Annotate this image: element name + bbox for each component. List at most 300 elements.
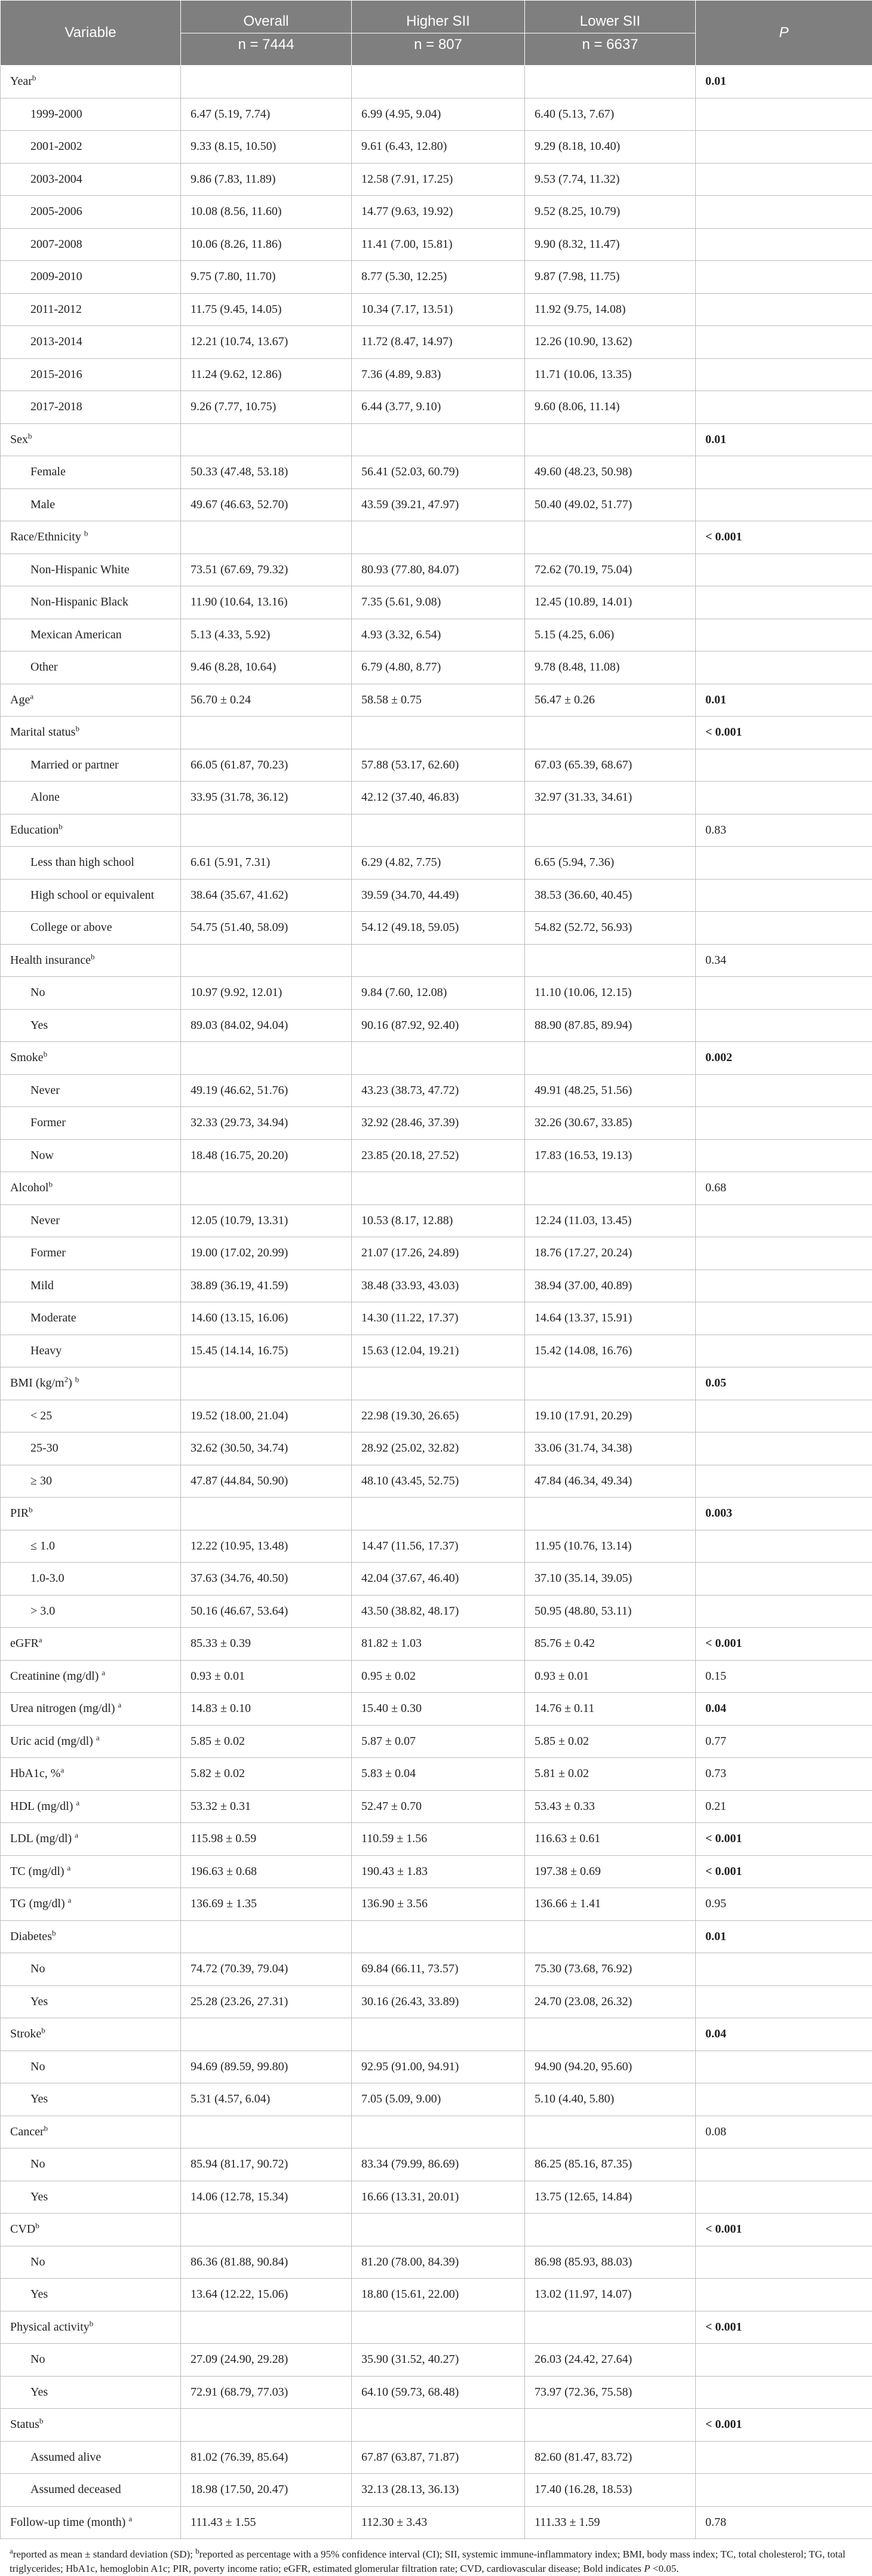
row-label	[1, 1465, 181, 1498]
cell-p-value: < 0.001	[696, 1855, 872, 1888]
table-row	[1, 1107, 872, 1140]
cell-lower-sii	[525, 521, 696, 554]
row-label-exponent: 2	[65, 1375, 69, 1384]
cell-overall: 10.06 (8.26, 11.86)	[181, 228, 352, 261]
table-row	[1, 2409, 872, 2442]
row-label-text: Stroke	[10, 2027, 41, 2040]
cell-lower-sii: 11.92 (9.75, 14.08)	[525, 293, 696, 326]
table-row	[1, 977, 872, 1010]
cell-p-value	[696, 228, 872, 261]
cell-p-value	[696, 1107, 872, 1140]
table-row	[1, 1530, 872, 1563]
row-label	[1, 651, 181, 684]
row-label	[1, 1530, 181, 1563]
cell-overall: 9.26 (7.77, 10.75)	[181, 391, 352, 424]
cell-p-value	[696, 1302, 872, 1335]
table-row	[1, 1953, 872, 1986]
row-label	[1, 1498, 181, 1530]
cell-higher-sii: 48.10 (43.45, 52.75)	[352, 1465, 525, 1498]
row-label-text: Female	[30, 465, 66, 478]
cell-p-value	[696, 391, 872, 424]
row-label	[1, 684, 181, 717]
cell-lower-sii: 82.60 (81.47, 83.72)	[525, 2441, 696, 2474]
cell-p-value	[696, 488, 872, 521]
cell-overall	[181, 814, 352, 847]
row-label-text: LDL (mg/dl)	[10, 1832, 75, 1845]
header-lower-sii	[525, 1, 696, 66]
cell-higher-sii: 7.05 (5.09, 9.00)	[352, 2083, 525, 2116]
row-label-tail: )	[68, 1376, 75, 1390]
cell-higher-sii	[352, 1498, 525, 1530]
cell-lower-sii: 13.02 (11.97, 14.07)	[525, 2279, 696, 2311]
cell-overall: 9.46 (8.28, 10.64)	[181, 651, 352, 684]
row-label-text: 2007-2008	[30, 238, 82, 251]
table-row	[1, 782, 872, 814]
cell-overall: 111.43 ± 1.55	[181, 2506, 352, 2539]
table-row	[1, 847, 872, 880]
cell-higher-sii: 15.40 ± 0.30	[352, 1693, 525, 1726]
cell-lower-sii: 49.91 (48.25, 51.56)	[525, 1074, 696, 1107]
cell-lower-sii	[525, 2409, 696, 2442]
row-label-text: Health insurance	[10, 954, 91, 967]
cell-lower-sii: 32.26 (30.67, 33.85)	[525, 1107, 696, 1140]
cell-overall: 27.09 (24.90, 29.28)	[181, 2344, 352, 2377]
table-row	[1, 1139, 872, 1172]
row-label	[1, 2279, 181, 2311]
cell-lower-sii: 5.81 ± 0.02	[525, 1758, 696, 1791]
table-row	[1, 1985, 872, 2018]
cell-higher-sii: 10.34 (7.17, 13.51)	[352, 293, 525, 326]
row-label	[1, 1823, 181, 1856]
cell-lower-sii	[525, 423, 696, 456]
cell-overall: 56.70 ± 0.24	[181, 684, 352, 717]
row-label-footnote-marker: b	[75, 724, 79, 733]
cell-higher-sii	[352, 1367, 525, 1400]
cell-overall: 5.31 (4.57, 6.04)	[181, 2083, 352, 2116]
cell-lower-sii: 33.06 (31.74, 34.38)	[525, 1433, 696, 1465]
row-label	[1, 879, 181, 912]
row-label	[1, 2214, 181, 2246]
table-row	[1, 326, 872, 359]
row-label	[1, 717, 181, 749]
cell-higher-sii: 67.87 (63.87, 71.87)	[352, 2441, 525, 2474]
cell-higher-sii: 38.48 (33.93, 43.03)	[352, 1269, 525, 1302]
row-label-footnote-marker: b	[52, 1928, 56, 1937]
cell-lower-sii	[525, 1498, 696, 1530]
cell-p-value	[696, 1563, 872, 1596]
cell-overall: 94.69 (89.59, 99.80)	[181, 2051, 352, 2083]
table-row	[1, 2441, 872, 2474]
header-variable: Variable	[1, 1, 181, 66]
row-label-text: Heavy	[30, 1344, 62, 1357]
cell-higher-sii: 32.13 (28.13, 36.13)	[352, 2474, 525, 2507]
header-overall-n: n = 7444	[181, 33, 351, 56]
table-row	[1, 554, 872, 586]
cell-lower-sii: 11.71 (10.06, 13.35)	[525, 358, 696, 391]
row-label	[1, 2376, 181, 2409]
cell-lower-sii: 9.87 (7.98, 11.75)	[525, 261, 696, 294]
cell-overall	[181, 521, 352, 554]
row-label-footnote-marker: a	[30, 691, 33, 700]
cell-lower-sii	[525, 944, 696, 977]
cell-p-value	[696, 2148, 872, 2181]
cell-p-value: 0.04	[696, 1693, 872, 1726]
header-overall	[181, 1, 352, 66]
cell-lower-sii: 47.84 (46.34, 49.34)	[525, 1465, 696, 1498]
cell-overall	[181, 944, 352, 977]
cell-p-value	[696, 1139, 872, 1172]
cell-p-value: < 0.001	[696, 1823, 872, 1856]
row-label-text: < 25	[30, 1409, 52, 1422]
cell-higher-sii: 22.98 (19.30, 26.65)	[352, 1400, 525, 1433]
cell-lower-sii: 53.43 ± 0.33	[525, 1790, 696, 1823]
table-row	[1, 1204, 872, 1237]
cell-lower-sii: 17.83 (16.53, 19.13)	[525, 1139, 696, 1172]
row-label-text: No	[30, 2353, 45, 2366]
table-body	[1, 66, 872, 2539]
cell-p-value: < 0.001	[696, 2311, 872, 2344]
cell-p-value	[696, 196, 872, 229]
row-label	[1, 1888, 181, 1921]
table-row	[1, 98, 872, 131]
row-label-text: 2011-2012	[30, 303, 82, 316]
cell-higher-sii: 8.77 (5.30, 12.25)	[352, 261, 525, 294]
cell-lower-sii: 24.70 (23.08, 26.32)	[525, 1985, 696, 2018]
cell-overall: 5.85 ± 0.02	[181, 1725, 352, 1758]
cell-p-value: 0.83	[696, 814, 872, 847]
table-row	[1, 1563, 872, 1596]
cell-lower-sii: 14.64 (13.37, 15.91)	[525, 1302, 696, 1335]
cell-overall: 37.63 (34.76, 40.50)	[181, 1563, 352, 1596]
cell-lower-sii: 88.90 (87.85, 89.94)	[525, 1009, 696, 1042]
cell-higher-sii: 136.90 ± 3.56	[352, 1888, 525, 1921]
cell-overall: 50.16 (46.67, 53.64)	[181, 1595, 352, 1628]
table-row	[1, 2018, 872, 2051]
row-label-text: Former	[30, 1246, 66, 1259]
cell-overall: 12.22 (10.95, 13.48)	[181, 1530, 352, 1563]
cell-overall: 18.98 (17.50, 20.47)	[181, 2474, 352, 2507]
cell-overall: 13.64 (12.22, 15.06)	[181, 2279, 352, 2311]
cell-p-value: 0.01	[696, 66, 872, 99]
cell-higher-sii: 14.77 (9.63, 19.92)	[352, 196, 525, 229]
row-label-text: Other	[30, 660, 58, 674]
row-label-footnote-marker: b	[75, 1375, 79, 1384]
row-label-text: 2003-2004	[30, 173, 82, 186]
cell-p-value: 0.15	[696, 1660, 872, 1693]
row-label	[1, 2409, 181, 2442]
cell-lower-sii: 12.24 (11.03, 13.45)	[525, 1204, 696, 1237]
row-label-text: 2013-2014	[30, 335, 82, 348]
row-label-footnote-marker: b	[48, 1180, 53, 1189]
table-row	[1, 1498, 872, 1530]
table-row	[1, 1790, 872, 1823]
cell-overall: 50.33 (47.48, 53.18)	[181, 456, 352, 489]
cell-p-value	[696, 1009, 872, 1042]
row-label-text: High school or equivalent	[30, 889, 154, 902]
cell-higher-sii	[352, 944, 525, 977]
row-label-text: Alone	[30, 791, 60, 804]
cell-overall	[181, 2116, 352, 2148]
cell-higher-sii: 42.04 (37.67, 46.40)	[352, 1563, 525, 1596]
row-label	[1, 358, 181, 391]
cell-overall: 89.03 (84.02, 94.04)	[181, 1009, 352, 1042]
cell-p-value	[696, 326, 872, 359]
cell-overall	[181, 1498, 352, 1530]
table-row	[1, 521, 872, 554]
row-label-text: 2017-2018	[30, 400, 82, 413]
row-label	[1, 1920, 181, 1953]
cell-overall: 66.05 (61.87, 70.23)	[181, 749, 352, 782]
row-label	[1, 1693, 181, 1726]
table-row	[1, 391, 872, 424]
row-label-text: Now	[30, 1149, 54, 1162]
cell-higher-sii	[352, 1920, 525, 1953]
cell-p-value	[696, 456, 872, 489]
cell-lower-sii: 136.66 ± 1.41	[525, 1888, 696, 1921]
row-label-footnote-marker: b	[90, 2319, 94, 2328]
row-label-footnote-marker: b	[41, 2026, 45, 2035]
header-lower-sii-n: n = 6637	[525, 33, 695, 56]
cell-higher-sii: 54.12 (49.18, 59.05)	[352, 912, 525, 945]
table-row	[1, 1693, 872, 1726]
cell-overall	[181, 2409, 352, 2442]
cell-higher-sii: 12.58 (7.91, 17.25)	[352, 163, 525, 196]
cell-higher-sii: 4.93 (3.32, 6.54)	[352, 619, 525, 651]
cell-lower-sii: 85.76 ± 0.42	[525, 1628, 696, 1661]
cell-overall: 73.51 (67.69, 79.32)	[181, 554, 352, 586]
row-label	[1, 2344, 181, 2377]
cell-higher-sii: 21.07 (17.26, 24.89)	[352, 1237, 525, 1270]
table-row	[1, 717, 872, 749]
cell-overall: 81.02 (76.39, 85.64)	[181, 2441, 352, 2474]
cell-higher-sii	[352, 814, 525, 847]
row-label-text: Yes	[30, 2386, 48, 2399]
row-label	[1, 2116, 181, 2148]
cell-higher-sii	[352, 2311, 525, 2344]
row-label	[1, 521, 181, 554]
row-label-text: Never	[30, 1214, 60, 1227]
row-label-text: Moderate	[30, 1311, 76, 1324]
cell-overall: 136.69 ± 1.35	[181, 1888, 352, 1921]
row-label-text: Year	[10, 75, 32, 88]
row-label	[1, 1269, 181, 1302]
cell-overall: 18.48 (16.75, 20.20)	[181, 1139, 352, 1172]
row-label-text: Yes	[30, 2288, 48, 2301]
row-label-footnote-marker: a	[68, 1896, 72, 1905]
cell-p-value	[696, 554, 872, 586]
cell-lower-sii: 32.97 (31.33, 34.61)	[525, 782, 696, 814]
cell-lower-sii: 5.15 (4.25, 6.06)	[525, 619, 696, 651]
cell-p-value	[696, 782, 872, 814]
cell-lower-sii: 6.65 (5.94, 7.36)	[525, 847, 696, 880]
cell-overall: 9.86 (7.83, 11.89)	[181, 163, 352, 196]
row-label	[1, 2441, 181, 2474]
table-row	[1, 1920, 872, 1953]
row-label	[1, 2474, 181, 2507]
cell-overall: 47.87 (44.84, 50.90)	[181, 1465, 352, 1498]
cell-overall	[181, 66, 352, 99]
row-label-footnote-marker: a	[96, 1733, 100, 1742]
footnote-p-italic: P	[644, 2563, 650, 2574]
cell-p-value	[696, 131, 872, 164]
cell-p-value	[696, 879, 872, 912]
row-label	[1, 912, 181, 945]
footnote-tail: <0.05.	[650, 2563, 679, 2574]
cell-higher-sii	[352, 1042, 525, 1075]
row-label-text: Marital status	[10, 726, 75, 739]
table-row	[1, 1172, 872, 1205]
cell-p-value: < 0.001	[696, 521, 872, 554]
cell-lower-sii: 54.82 (52.72, 56.93)	[525, 912, 696, 945]
cell-higher-sii: 9.61 (6.43, 12.80)	[352, 131, 525, 164]
cell-p-value	[696, 1269, 872, 1302]
row-label-footnote-marker: b	[44, 2123, 48, 2132]
cell-lower-sii: 12.26 (10.90, 13.62)	[525, 326, 696, 359]
row-label	[1, 1074, 181, 1107]
cell-higher-sii	[352, 1172, 525, 1205]
table-row	[1, 456, 872, 489]
cell-overall: 49.19 (46.62, 51.76)	[181, 1074, 352, 1107]
row-label-text: 1999-2000	[30, 107, 82, 121]
row-label	[1, 1563, 181, 1596]
row-label	[1, 391, 181, 424]
cell-lower-sii: 86.25 (85.16, 87.35)	[525, 2148, 696, 2181]
footnote-b-text: reported as percentage with a 95% confidence interval (CI); SII, systemic immune-inflammatory index; BMI, body mass index; TC, total cholesterol; TG, total triglycerides; HbA1c, hemoglobin A1c; PIR, poverty income ratio; eGFR, estimated glomerular filtration rate; CVD, cardiovascular disease; Bold indicates	[10, 2549, 846, 2574]
cell-overall: 11.90 (10.64, 13.16)	[181, 586, 352, 619]
table-row	[1, 1758, 872, 1791]
cell-p-value: 0.73	[696, 1758, 872, 1791]
cell-higher-sii	[352, 2409, 525, 2442]
table-row	[1, 1465, 872, 1498]
cell-p-value: 0.01	[696, 423, 872, 456]
cell-higher-sii: 6.44 (3.77, 9.10)	[352, 391, 525, 424]
table-row	[1, 163, 872, 196]
cell-higher-sii: 64.10 (59.73, 68.48)	[352, 2376, 525, 2409]
cell-lower-sii: 26.03 (24.42, 27.64)	[525, 2344, 696, 2377]
row-label-footnote-marker: a	[39, 1636, 42, 1644]
row-label	[1, 423, 181, 456]
cell-lower-sii	[525, 1042, 696, 1075]
table-row	[1, 1302, 872, 1335]
table-row	[1, 1400, 872, 1433]
cell-p-value	[696, 2083, 872, 2116]
cell-p-value: 0.08	[696, 2116, 872, 2148]
cell-overall: 14.06 (12.78, 15.34)	[181, 2181, 352, 2214]
header-higher-sii-n: n = 807	[352, 33, 524, 56]
cell-p-value	[696, 651, 872, 684]
cell-lower-sii: 12.45 (10.89, 14.01)	[525, 586, 696, 619]
table-row	[1, 1628, 872, 1661]
cell-p-value	[696, 912, 872, 945]
table-row	[1, 228, 872, 261]
row-label-text: No	[30, 986, 45, 999]
cell-overall: 54.75 (51.40, 58.09)	[181, 912, 352, 945]
row-label	[1, 977, 181, 1010]
row-label	[1, 1107, 181, 1140]
cell-p-value: < 0.001	[696, 1628, 872, 1661]
cell-p-value	[696, 1074, 872, 1107]
row-label-text: CVD	[10, 2223, 35, 2236]
cell-higher-sii: 57.88 (53.17, 62.60)	[352, 749, 525, 782]
cell-overall	[181, 1042, 352, 1075]
table-row	[1, 2376, 872, 2409]
cell-higher-sii	[352, 2018, 525, 2051]
footnote-b-marker: b	[195, 2546, 199, 2555]
cell-p-value	[696, 1400, 872, 1433]
cell-higher-sii: 92.95 (91.00, 94.91)	[352, 2051, 525, 2083]
table-row	[1, 1237, 872, 1270]
cell-p-value: 0.78	[696, 2506, 872, 2539]
cell-overall	[181, 717, 352, 749]
row-label-text: Assumed alive	[30, 2451, 101, 2464]
table-row	[1, 293, 872, 326]
cell-p-value	[696, 2441, 872, 2474]
row-label-text: Non-Hispanic White	[30, 563, 130, 576]
table-row	[1, 879, 872, 912]
cell-lower-sii: 17.40 (16.28, 18.53)	[525, 2474, 696, 2507]
cell-overall: 86.36 (81.88, 90.84)	[181, 2246, 352, 2279]
cell-lower-sii: 9.53 (7.74, 11.32)	[525, 163, 696, 196]
cell-lower-sii	[525, 66, 696, 99]
cell-overall: 85.33 ± 0.39	[181, 1628, 352, 1661]
row-label-text: PIR	[10, 1507, 29, 1520]
table-row	[1, 2279, 872, 2311]
cell-p-value: 0.002	[696, 1042, 872, 1075]
cell-lower-sii: 72.62 (70.19, 75.04)	[525, 554, 696, 586]
row-label	[1, 2018, 181, 2051]
row-label-text: No	[30, 1962, 45, 1975]
cell-p-value: 0.21	[696, 1790, 872, 1823]
row-label-footnote-marker: b	[44, 1050, 48, 1059]
cell-overall: 11.24 (9.62, 12.86)	[181, 358, 352, 391]
cell-lower-sii: 86.98 (85.93, 88.03)	[525, 2246, 696, 2279]
row-label	[1, 1855, 181, 1888]
cell-overall: 10.08 (8.56, 11.60)	[181, 196, 352, 229]
row-label-footnote-marker: a	[118, 1701, 122, 1710]
table-row	[1, 488, 872, 521]
cell-p-value	[696, 2474, 872, 2507]
cell-p-value	[696, 847, 872, 880]
row-label	[1, 1953, 181, 1986]
cell-p-value: < 0.001	[696, 2214, 872, 2246]
table-row	[1, 358, 872, 391]
cell-overall	[181, 423, 352, 456]
table-row	[1, 131, 872, 164]
table-row	[1, 1725, 872, 1758]
table-row	[1, 2246, 872, 2279]
row-label	[1, 1172, 181, 1205]
cell-lower-sii: 18.76 (17.27, 20.24)	[525, 1237, 696, 1270]
cell-overall	[181, 2018, 352, 2051]
cell-overall	[181, 1920, 352, 1953]
cell-lower-sii: 0.93 ± 0.01	[525, 1660, 696, 1693]
row-label	[1, 1628, 181, 1661]
cell-overall: 9.33 (8.15, 10.50)	[181, 131, 352, 164]
row-label	[1, 261, 181, 294]
cell-higher-sii: 6.29 (4.82, 7.75)	[352, 847, 525, 880]
cell-p-value: < 0.001	[696, 717, 872, 749]
table-row	[1, 1335, 872, 1367]
row-label	[1, 847, 181, 880]
cell-p-value: 0.04	[696, 2018, 872, 2051]
cell-higher-sii: 16.66 (13.31, 20.01)	[352, 2181, 525, 2214]
row-label	[1, 2311, 181, 2344]
cell-lower-sii	[525, 2214, 696, 2246]
cell-lower-sii: 49.60 (48.23, 50.98)	[525, 456, 696, 489]
cell-higher-sii: 28.92 (25.02, 32.82)	[352, 1433, 525, 1465]
cell-overall: 19.00 (17.02, 20.99)	[181, 1237, 352, 1270]
cell-overall: 0.93 ± 0.01	[181, 1660, 352, 1693]
